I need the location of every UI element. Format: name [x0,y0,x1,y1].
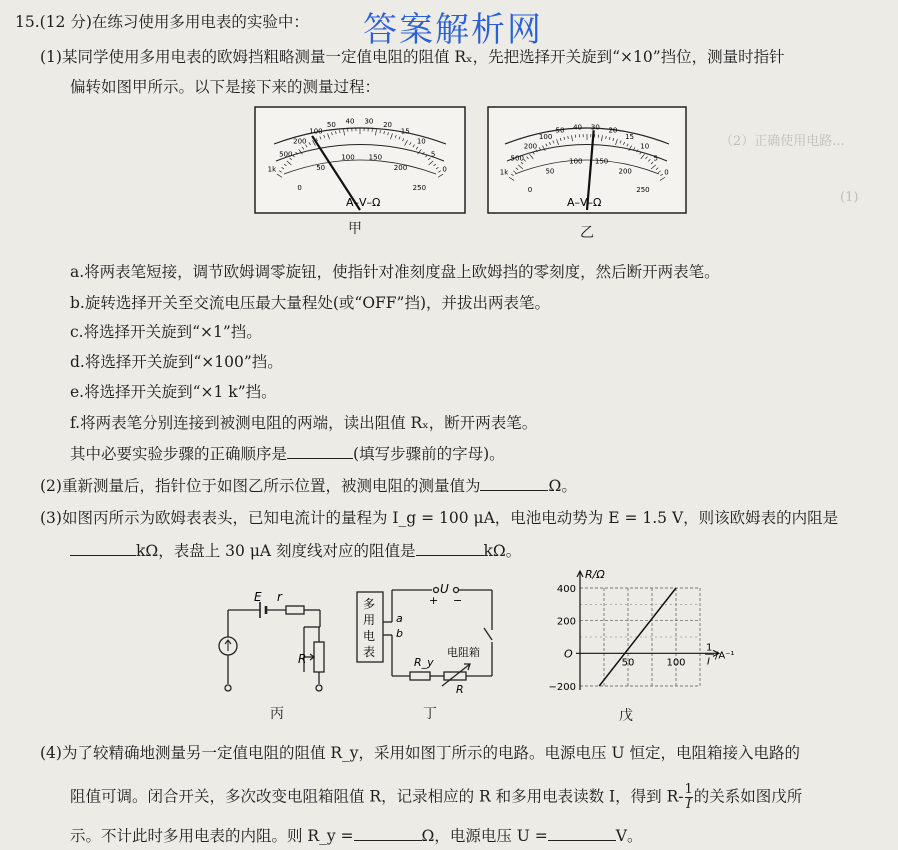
part4-line3: 示。不计此时多用电表的内阻。则 R_y = Ω，电源电压 U = V。 [70,827,643,845]
current-scale-label: 50 [545,167,555,176]
label-plus: + [429,594,439,607]
ohm-scale-label: 5 [653,154,658,163]
ohm-scale-label: 30 [590,123,600,132]
meter-char-2: 用 [363,613,376,627]
step-f: f.将两表笔分别连接到被测电阻的两端，读出阻值 Rₓ，断开两表笔。 [70,414,538,432]
ohm-scale-label: 200 [523,142,538,151]
switch-blade [484,628,492,640]
meter-jia [254,106,466,214]
step-d: d.将选择开关旋到“×100”挡。 [70,353,283,371]
part1-line2: 偏转如图甲所示。以下是接下来的测量过程： [70,78,381,96]
y-tick-label: −200 [548,682,576,693]
ohm-scale-label: 50 [326,120,336,129]
label-r: r [277,590,282,604]
label-Ry: R_y [414,656,434,669]
y-tick-label: 200 [556,616,576,628]
ohm-scale-label: 500 [510,154,524,163]
caption-wu: 戊 [619,708,633,724]
meter-char-1: 多 [363,597,376,611]
origin-label: O [564,647,573,661]
chart-axes [576,571,719,690]
rheostat [314,642,324,672]
watermark: 答案解析网 [363,10,543,50]
ohm-scale-label: 0 [442,165,447,174]
step-c: c.将选择开关旋到“×1”挡。 [70,323,262,341]
ohm-scale-label: 40 [345,117,355,126]
circuit-ding [350,580,500,702]
x-tick-label: 50 [621,657,635,669]
part4-line1: (4)为了较精确地测量另一定值电阻的阻值 R_y，采用如图丁所示的电路。电源电压 U 恒定，电阻箱接入电路的 [40,744,800,762]
label-a: a [396,612,403,625]
part3-line2: kΩ，表盘上 30 μA 刻度线对应的阻值是 kΩ。 [70,539,521,561]
answer-blank-u[interactable] [548,826,616,841]
current-scale-label: 100 [569,157,583,166]
ohm-scale-label: 200 [293,137,307,146]
part4-line2: 阻值可调。闭合开关，多次改变电阻箱阻值 R，记录相应的 R 和多用电表读数 I，得到 R- $\frac{1}{I}$ 的关系如图戊所 [70,782,803,812]
current-scale-label: 150 [594,157,609,166]
meter-char-3: 电 [363,629,376,643]
ohm-scale-label: 100 [538,133,553,142]
current-scale-label: 0 [527,186,533,195]
internal-resistor [286,606,304,614]
ohm-scale-label: 500 [279,150,293,159]
answer-blank-order[interactable] [287,444,353,459]
ohm-scale-label: 10 [640,142,650,151]
resistor-ry [410,672,430,680]
y-tick-label: 400 [556,584,576,595]
caption-jia: 甲 [348,221,362,237]
current-scale-label: 50 [316,164,326,173]
answer-blank-internal-resistance[interactable] [70,541,136,556]
ohm-scale-label: 15 [625,133,634,142]
part2: (2)重新测量后，指针位于如图乙所示位置，被测电阻的测量值为 Ω。 [40,477,577,495]
ohm-scale-label: 1k [499,168,509,177]
x-axis-label-den: I [707,656,710,668]
part1-line1: (1)某同学使用多用电表的欧姆挡粗略测量一定值电阻的阻值 Rₓ，先把选择开关旋到“×10”挡位，测量时指针 [40,48,785,66]
ohm-scale-label: 15 [400,127,410,136]
source-minus-terminal [454,588,459,593]
ohm-scale-label: 0 [664,168,669,177]
ohm-scale-label: 10 [416,137,426,146]
label-R: R [298,652,307,666]
meter-jia-label: A–V–Ω [346,196,381,209]
chart-wu [525,566,735,698]
source-plus-terminal [434,588,439,593]
label-E: E [254,590,262,604]
caption-ding: 丁 [423,706,437,722]
meter-yi-label: A–V–Ω [567,196,602,209]
ohm-scale-label: 40 [573,123,583,132]
label-U: U [440,582,449,596]
ohm-scale-label: 1k [267,165,277,174]
fraction-1-over-I: $\frac{1}{I}$ [684,782,693,812]
step-e: e.将选择开关旋到“×1 k”挡。 [70,383,277,401]
x-tick-label: 100 [666,657,686,669]
ohm-scale-label: 20 [383,120,392,129]
caption-bing: 丙 [270,706,284,722]
ohm-scale-label: 50 [555,126,565,135]
current-scale-label: 250 [412,183,427,192]
current-scale-label: 250 [636,186,650,195]
current-scale-label: 200 [618,167,632,176]
current-scale-label: 200 [393,164,408,173]
label-resistance-box: 电阻箱 [447,646,480,659]
current-scale-label: 150 [368,153,383,162]
chart-tick-labels [549,584,686,693]
ohm-scale-label: 30 [364,117,374,126]
x-axis-label-unit: /A⁻¹ [715,650,735,662]
part3-line1: (3)如图丙所示为欧姆表表头，已知电流计的量程为 I_g = 100 μA，电池电动势为 E = 1.5 V，则该欧姆表的内阻是 [40,509,839,527]
current-scale-label: 0 [297,183,302,192]
step-b: b.旋转选择开关至交流电压最大量程处(或“OFF”挡)，并拔出两表笔。 [70,294,551,312]
current-scale-label: 100 [341,153,355,162]
answer-blank-ry[interactable] [354,826,422,841]
question-number: 15.(12 分)在练习使用多用电表的实验中： [15,13,309,31]
y-axis-label: R/Ω [585,568,605,581]
label-box-R: R [456,683,464,696]
ohm-scale-label: 5 [430,150,436,159]
answer-blank-rx[interactable] [480,476,548,491]
meter-char-4: 表 [363,645,376,659]
order-question: 其中必要实验步骤的正确顺序是 (填写步骤前的字母)。 [70,445,505,463]
answer-blank-30ua-resistance[interactable] [416,541,484,556]
ohm-scale-label: 20 [608,126,618,135]
x-axis-label-num: 1 [706,642,713,654]
circuit-bing [214,592,334,700]
label-minus: − [453,594,463,607]
meter-yi [487,106,687,214]
ohm-scale-label: 100 [309,127,323,136]
step-a: a.将两表笔短接，调节欧姆调零旋钮，使指针对准刻度盘上欧姆挡的零刻度，然后断开两表笔。 [70,263,720,281]
chart-grid [580,588,700,686]
caption-yi: 乙 [580,225,594,241]
label-b: b [396,627,403,640]
